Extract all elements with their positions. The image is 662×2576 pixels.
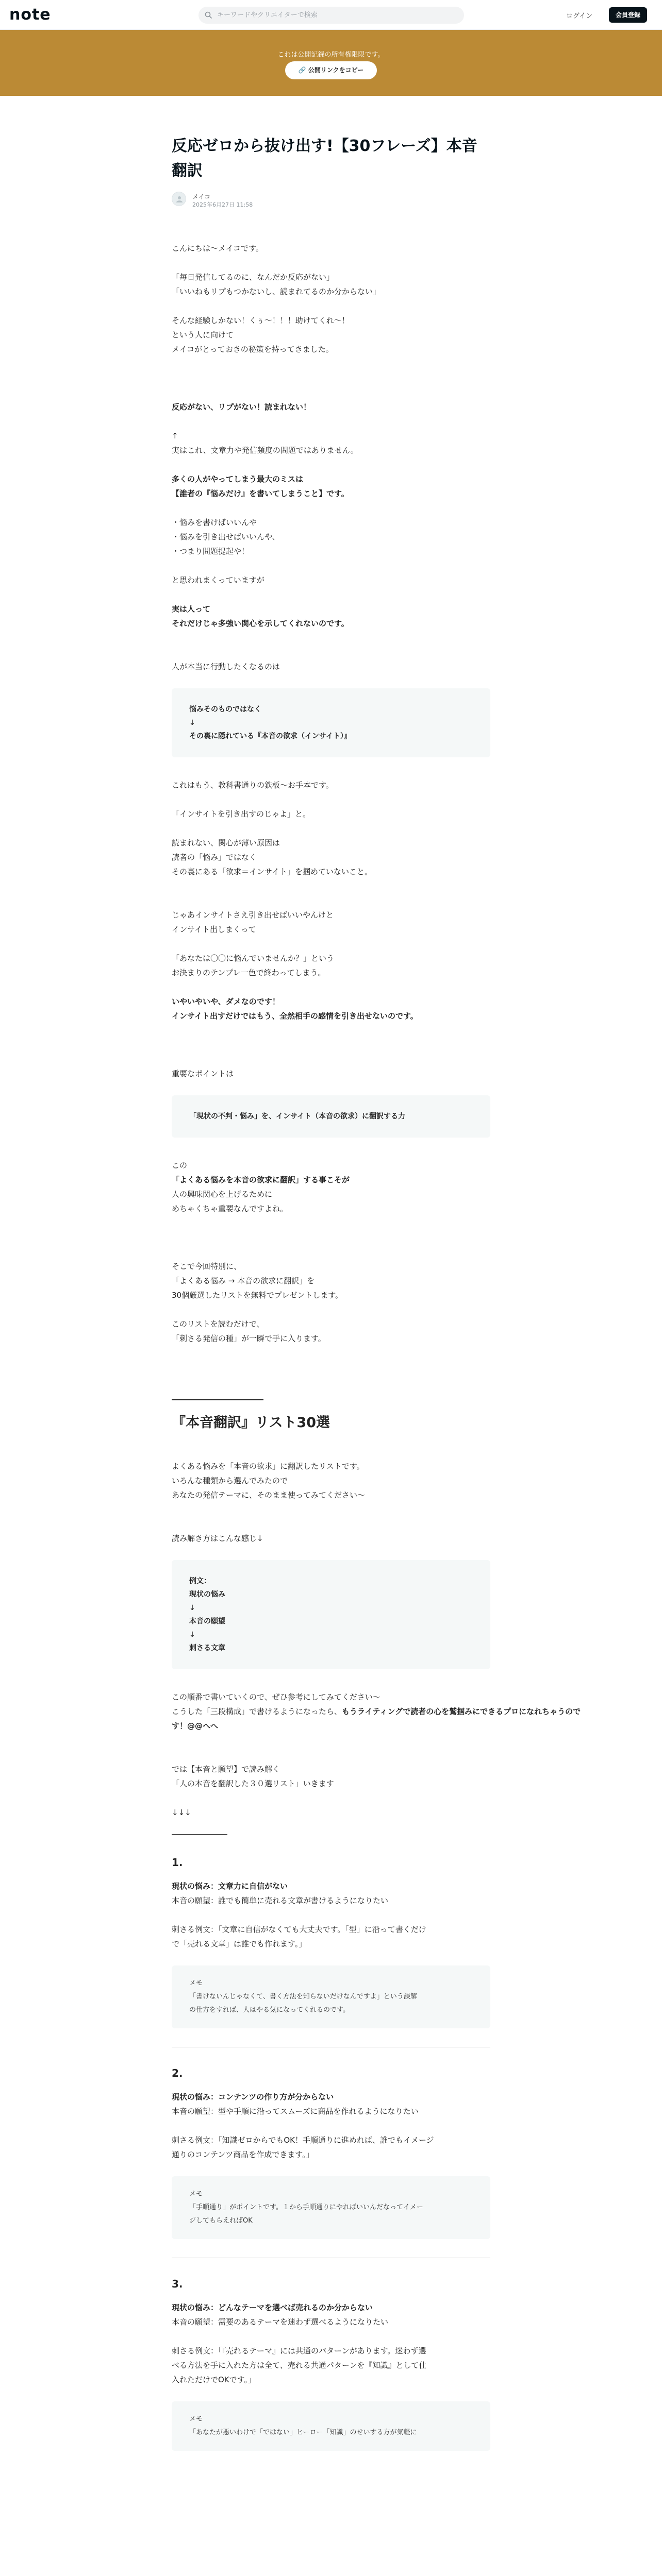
- memo-block: メモ 「書けないんじゃなくて、書く方法を知らないだけなんですよ」という誤解 の仕方をすれば、人はやる気になってくれるのです。: [172, 1965, 490, 2028]
- paragraph: 実は人って それだけじゃ多強い関心を示してくれないのです。: [172, 604, 349, 628]
- list-item: [172, 2277, 490, 2451]
- link-icon: 🔗: [298, 66, 308, 74]
- paragraph: 重要なポイントは: [172, 1069, 234, 1078]
- memo-block: メモ 「あなたが悪いわけで「ではない」ヒーロー「知識」のせいする方が気軽に: [172, 2401, 490, 2451]
- copy-link-button[interactable]: [285, 61, 377, 79]
- publish-date: 2025年6月27日 11:58: [192, 201, 253, 208]
- avatar[interactable]: [172, 192, 186, 206]
- paragraph: こんにちは〜メイコです。: [172, 244, 263, 253]
- paragraph: 「毎日発信してるのに、なんだか反応がない」 「いいねもリプもつかないし、読まれてるのか分からない」: [172, 273, 381, 296]
- list-item: [172, 1855, 490, 2028]
- article-title: [172, 134, 490, 183]
- paragraph: いやいやいや、ダメなのです！ インサイト出すだけではもう、全然相手の感情を引き出せないのです。: [172, 997, 418, 1021]
- paragraph: 「あなたは〇〇に悩んでいませんか？」という お決まりのテンプレ一色で終わってしまう。: [172, 954, 335, 977]
- paragraph: では【本音と願望】で読み解く 「人の本音を翻訳した３０選リスト」いきます: [172, 1765, 334, 1788]
- signup-button[interactable]: 会員登録: [609, 7, 647, 23]
- note-logo[interactable]: note: [9, 6, 51, 24]
- item-summary: 現状の悩み：文章力に自信がない 本音の願望：誰でも簡単に売れる文章が書けるようになりたい: [172, 1882, 389, 1905]
- paragraph: そこで今回特別に、 「よくある悩み → 本音の欲求に翻訳」を 30個厳選したリストを無料でプレゼントします。: [172, 1262, 343, 1300]
- title-line: 翻訳: [172, 162, 203, 180]
- paragraph: と思われまくっていますが: [172, 575, 264, 585]
- heading-rule: [172, 1399, 263, 1400]
- paragraph: このリストを読むだけで、 「刺さる発信の種」が一瞬で手に入ります。: [172, 1319, 326, 1343]
- item-summary: 現状の悩み：どんなテーマを選べば売れるのか分からない 本音の願望：需要のあるテーマを迷わず選べるようになりたい: [172, 2303, 389, 2327]
- arrows: ↓↓↓: [172, 1808, 191, 1817]
- memo-block: メモ 「手順通り」がポイントです。１から手順通りにやればいいんだなってイメー ジしてもらえればOK: [172, 2176, 490, 2239]
- article: [172, 134, 581, 2457]
- item-number: 2.: [172, 2067, 183, 2079]
- search-placeholder: キーワードやクリエイターで検索: [217, 11, 318, 19]
- paragraph: じゃあインサイトさえ引き出せばいいやんけと インサイト出しまくって: [172, 910, 334, 934]
- search-bar[interactable]: [198, 7, 464, 24]
- paragraph: 反応がない、リプがない！読まれない！: [172, 402, 311, 412]
- item-example: 刺さる例文：「『売れるテーマ』には共通のパターンがあります。迷わず選 べる方法を手に入れた方は全て、売れる共通パターンを『知識』として仕 入れただけでOKです。」: [172, 2346, 427, 2384]
- paragraph: ・悩みを書けばいいんや ・悩みを引き出せばいいんや、 ・つまり問題提起や！: [172, 518, 280, 556]
- title-line: 反応ゼロから抜け出す!【30フレーズ】本音: [172, 137, 477, 155]
- paragraph: 読み解き方はこんな感じ↓: [172, 1534, 263, 1543]
- item-number: 1.: [172, 1856, 183, 1869]
- copy-link-label: 公開リンクをコピー: [308, 66, 364, 74]
- login-link[interactable]: ログイン: [566, 12, 593, 20]
- paragraph: ↑ 実はこれ、文章力や発信頻度の問題ではありません。: [172, 431, 358, 455]
- item-example: 刺さる例文：「文章に自信がなくても大丈夫です。「型」に沿って書くだけ で「売れる文章」は誰でも作れます。」: [172, 1925, 426, 1948]
- divider: [172, 1834, 227, 1835]
- author-info: [172, 187, 490, 213]
- paragraph: これはもう、教科書通りの鉄板〜お手本です。: [172, 781, 334, 790]
- article-body: [172, 241, 581, 2451]
- paragraph: 読まれない、関心が薄い原因は 読者の「悩み」ではなく その裏にある「欲求＝インサイト」を掴めていないこと。: [172, 838, 372, 876]
- paragraph: そんな経験しかない！くぅ〜！！！助けてくれ〜！ という人に向けて メイコがとっておきの秘策を持ってきました。: [172, 316, 350, 354]
- paragraph: この 「よくある悩みを本音の欲求に翻訳」する事こそが 人の興味関心を上げるために めちゃくちゃ重要なんですよね。: [172, 1161, 350, 1213]
- paragraph: 多くの人がやってしまう最大のミスは 【誰者の『悩みだけ』を書いてしまうこと】です。: [172, 474, 349, 498]
- paragraph: この順番で書いていくので、ぜひ参考にしてみてください〜 こうした「三段構成」で書けるようになったら、もうライティングで読者の心を鷲掴みにできるプロになれちゃうので す！@@へへ: [172, 1692, 581, 1731]
- paragraph: よくある悩みを「本音の欲求」に翻訳したリストです。 いろんな種類から選んでみたので あなたの発信テーマに、そのまま使ってみてください〜: [172, 1462, 366, 1500]
- section-heading: 『本音翻訳』リスト30選: [172, 1415, 330, 1431]
- search-icon: [205, 11, 212, 19]
- item-example: 刺さる例文：「知識ゼロからでもOK！手順通りに進めれば、誰でもイメージ 通りのコンテンツ商品を作成できます。」: [172, 2136, 434, 2159]
- site-header: [0, 0, 662, 30]
- item-summary: 現状の悩み：コンテンツの作り方が分からない 本音の願望：型や手順に沿ってスムーズに商品を作れるようになりたい: [172, 2092, 419, 2116]
- paragraph: 人が本当に行動したくなるのは: [172, 662, 280, 671]
- user-icon: [176, 195, 183, 202]
- example-block: 例文： 現状の悩み ↓ 本音の願望 ↓ 刺さる文章: [172, 1560, 490, 1669]
- quote-block: 悩みそのものではなく ↓ その裏に隠れている『本音の欲求（インサイト）』: [172, 688, 490, 757]
- share-banner: [0, 30, 662, 96]
- author-name[interactable]: メイコ: [192, 193, 211, 200]
- banner-text: これは公開記録の所有権限限です。: [277, 51, 385, 59]
- item-number: 3.: [172, 2278, 183, 2290]
- paragraph: 「インサイトを引き出すのじゃよ」と。: [172, 809, 310, 819]
- list-item: [172, 2066, 490, 2239]
- quote-block: 「現状の不判・悩み」を、インサイト（本音の欲求）に翻訳する力: [172, 1095, 490, 1138]
